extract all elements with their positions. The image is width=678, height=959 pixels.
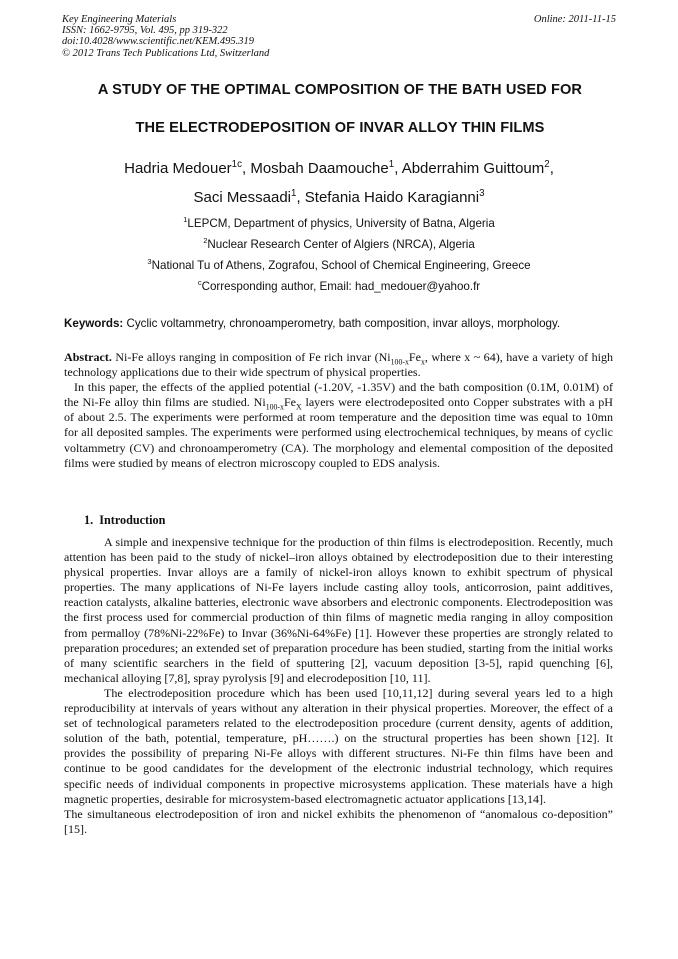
text-run: , where x ~ 64), have a variety of high technology applications due to their wide spectrum of physical properties. bbox=[64, 350, 614, 380]
affiliation-2 bbox=[30, 238, 648, 251]
author-name: Hadria Medouer bbox=[124, 160, 232, 177]
section-title: Introduction bbox=[99, 513, 166, 527]
affil-mark: c bbox=[197, 278, 202, 288]
paper-title-line-2: THE ELECTRODEPOSITION OF INVAR ALLOY THIN FILMS bbox=[135, 120, 545, 136]
section-heading-introduction bbox=[84, 513, 165, 528]
abstract-label: Abstract. bbox=[64, 350, 112, 364]
subscript: x bbox=[420, 357, 425, 367]
author-name: Abderrahim Guittoum bbox=[401, 160, 545, 177]
author-affil-mark: 3 bbox=[479, 188, 485, 199]
text-run: layers were electrodeposited onto Copper substrates with a pH of about 2.5. The experiments were performed at room temperature and the deposition time was equal to 10mn for all deposited samples. The experiments were performed using electrochemical techniques, by means of cyclic voltammetry (CV) and chronoamperometry (CA). The morphology and elemental composition of the deposited films were studied by means of electron microscopy coupled to EDS analysis. bbox=[64, 395, 613, 470]
text-run: Fe bbox=[283, 395, 297, 410]
affil-text: Nuclear Research Center of Algiers (NRCA), Algeria bbox=[207, 238, 475, 251]
subscript: 100-x bbox=[265, 402, 284, 412]
author-affil-mark: 1 bbox=[388, 159, 395, 170]
affil-mark: 1 bbox=[183, 215, 188, 225]
running-header bbox=[62, 14, 616, 59]
abstract-paragraph-2 bbox=[64, 380, 613, 471]
keywords-label: Keywords: bbox=[64, 317, 124, 330]
intro-paragraph-1: A simple and inexpensive technique for the production of thin films is electrodeposition. Recently, much attention has been paid to the study of nickel–iron alloys obtained by electrodeposition due to their interesting physical properties. Invar alloys are a family of nickel-iron alloys known to exhibit spectrum of physical properties. The many applications of Ni-Fe layers include casting alloy tools, anticorrosion, paint additives, reaction catalysts, alkaline batteries, electronic wave absorbers and electronic components. Electrodeposition was the first process used for commercial production of thin films of magnetic media ranging in alloy composition from permalloy (78%Ni-22%Fe) to Invar (36%Ni-64%Fe) [1]. However these properties are strongly related to preparation procedures; an extended set of preparation procedure has been studied, starting from the initial works of many scientific searchers in the field of sputtering [2], vacuum deposition [3-5], rapid quenching [6], mechanical alloying [7,8], spray pyrolysis [9] and elecrodeposition [10, 11]. bbox=[64, 535, 613, 685]
copyright-line: © 2012 Trans Tech Publications Ltd, Switzerland bbox=[62, 47, 270, 59]
section-number: 1. bbox=[84, 513, 94, 527]
subscript: 100-x bbox=[390, 357, 409, 367]
affil-text: Corresponding author, Email: had_medouer@yahoo.fr bbox=[201, 280, 481, 293]
paper-title-line-1: A STUDY OF THE OPTIMAL COMPOSITION OF THE BATH USED FOR bbox=[97, 82, 583, 98]
text-run: Fe bbox=[408, 350, 421, 364]
authors-line-1: Hadria Medouer$^{1c}$, Mosbah Daamouche$^1$, Abderrahim Guittoum$^2$, bbox=[124, 159, 554, 177]
affil-text: LEPCM, Department of physics, University of Batna, Algeria bbox=[187, 217, 495, 230]
online-date: Online: 2011-11-15 bbox=[533, 14, 616, 25]
abstract bbox=[64, 350, 613, 471]
doi-line: doi:10.4028/www.scientific.net/KEM.495.319 bbox=[62, 36, 254, 48]
issn-line: ISSN: 1662-9795, Vol. 495, pp 319-322 bbox=[62, 25, 228, 37]
keywords bbox=[64, 317, 624, 330]
affil-mark: 2 bbox=[203, 236, 208, 246]
author-name: Stefania Haido Karagianni bbox=[304, 189, 480, 206]
affiliation-3 bbox=[30, 259, 648, 272]
author-name: Saci Messaadi bbox=[193, 189, 292, 206]
subscript: X bbox=[296, 402, 302, 412]
affil-text: National Tu of Athens, Zografou, School of Chemical Engineering, Greece bbox=[151, 259, 531, 272]
text-run: Ni-Fe alloys ranging in composition of Fe rich invar (Ni bbox=[115, 350, 391, 364]
intro-paragraph-2: The electrodeposition procedure which has been used [10,11,12] during several years led to a high reproducibility at intervals of years without any alteration in their physical properties. Moreover, the effect of a set of technological parameters related to the electrodeposition procedure (current density, agents of addition, solution of the bath, potential, temperature, pH…….) on the structural properties has been shown [12]. It provides the possibility of preparing Ni-Fe alloys with different structures. Ni-Fe thin films have been and continue to be good candidates for the development of the electronic industrial technology, which requires specific needs of individual components in propective microsystems application. These materials have a high magnetic properties, desirable for microsystem-based electromagnetic actuator applications [13,14]. bbox=[64, 685, 613, 806]
author-name: Mosbah Daamouche bbox=[250, 160, 389, 177]
affiliation-corresponding bbox=[30, 280, 648, 293]
keywords-text: Cyclic voltammetry, chronoamperometry, bath composition, invar alloys, morphology. bbox=[126, 317, 561, 330]
author-affil-mark: 2 bbox=[544, 159, 550, 170]
intro-paragraph-3: The simultaneous electrodeposition of iron and nickel exhibits the phenomenon of “anomalous co-deposition” [15]. bbox=[64, 806, 613, 836]
authors-line-2: Saci Messaadi$^1$, Stefania Haido Karagianni$^3$ bbox=[193, 188, 485, 206]
affiliation-1 bbox=[30, 217, 648, 230]
journal-name: Key Engineering Materials bbox=[62, 14, 177, 25]
introduction-body bbox=[64, 535, 613, 837]
affil-mark: 3 bbox=[147, 257, 152, 267]
text-run: In this paper, the effects of the applied potential (-1.20V, -1.35V) and the bath composition (0.1M, 0.01M) of the Ni-Fe alloy thin films are studied. Ni bbox=[64, 380, 613, 410]
abstract-paragraph-1 bbox=[64, 350, 613, 380]
author-affil-mark: 1 bbox=[291, 188, 297, 199]
author-affil-mark: 1c bbox=[231, 159, 242, 170]
